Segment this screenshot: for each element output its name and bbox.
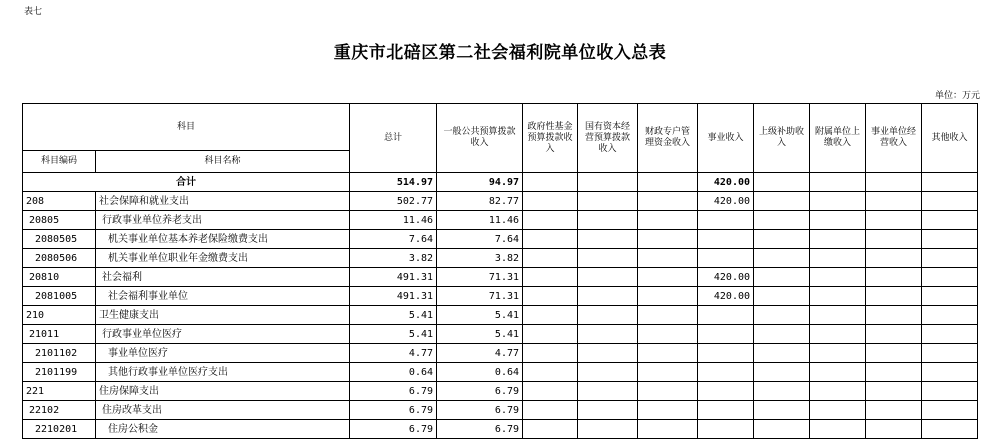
row-business-income: 420.00	[698, 268, 754, 287]
total-general-budget: 94.97	[437, 173, 523, 192]
row-total: 6.79	[350, 401, 437, 420]
row-general-budget: 5.41	[437, 325, 523, 344]
header-name: 科目名称	[96, 151, 350, 173]
row-code: 2080505	[23, 230, 96, 249]
table-row	[23, 192, 978, 211]
row-code: 208	[23, 192, 96, 211]
row-general-budget: 71.31	[437, 268, 523, 287]
row-general-budget: 6.79	[437, 401, 523, 420]
header-code: 科目编码	[23, 151, 96, 173]
row-code: 2101102	[23, 344, 96, 363]
row-general-budget: 6.79	[437, 420, 523, 439]
table-row	[23, 249, 978, 268]
row-code: 210	[23, 306, 96, 325]
header-upper-subsidy: 上级补助收入	[754, 104, 810, 173]
row-name: 住房公积金	[96, 420, 350, 439]
header-affiliated: 附属单位上缴收入	[810, 104, 866, 173]
row-general-budget: 5.41	[437, 306, 523, 325]
row-total: 4.77	[350, 344, 437, 363]
row-name: 机关事业单位基本养老保险缴费支出	[96, 230, 350, 249]
row-general-budget: 7.64	[437, 230, 523, 249]
row-total: 7.64	[350, 230, 437, 249]
income-table	[22, 103, 978, 439]
row-general-budget: 71.31	[437, 287, 523, 306]
row-code: 2101199	[23, 363, 96, 382]
row-code: 20805	[23, 211, 96, 230]
row-total: 11.46	[350, 211, 437, 230]
row-total: 502.77	[350, 192, 437, 211]
row-business-income: 420.00	[698, 192, 754, 211]
header-total: 总计	[350, 104, 437, 173]
row-code: 2081005	[23, 287, 96, 306]
table-row	[23, 382, 978, 401]
table-row	[23, 306, 978, 325]
header-business-income: 事业收入	[698, 104, 754, 173]
unit-label: 单位：万元	[934, 91, 980, 101]
row-total: 6.79	[350, 382, 437, 401]
total-label: 合计	[23, 173, 350, 192]
row-business-income	[698, 230, 754, 249]
row-general-budget: 82.77	[437, 192, 523, 211]
row-code: 2080506	[23, 249, 96, 268]
row-business-income	[698, 249, 754, 268]
row-general-budget: 6.79	[437, 382, 523, 401]
table-row	[23, 325, 978, 344]
page-title: 重庆市北碚区第二社会福利院单位收入总表	[333, 43, 667, 63]
document-tag: 表七	[24, 7, 43, 17]
row-business-income	[698, 401, 754, 420]
row-business-income: 420.00	[698, 287, 754, 306]
row-total: 0.64	[350, 363, 437, 382]
header-subject: 科目	[23, 104, 350, 151]
row-name: 机关事业单位职业年金缴费支出	[96, 249, 350, 268]
row-name: 行政事业单位养老支出	[96, 211, 350, 230]
table-row	[23, 401, 978, 420]
row-business-income	[698, 211, 754, 230]
table-row	[23, 211, 978, 230]
row-business-income	[698, 363, 754, 382]
row-name: 事业单位医疗	[96, 344, 350, 363]
row-name: 社会福利事业单位	[96, 287, 350, 306]
header-operating: 事业单位经营收入	[866, 104, 922, 173]
table-row	[23, 363, 978, 382]
row-general-budget: 4.77	[437, 344, 523, 363]
row-general-budget: 11.46	[437, 211, 523, 230]
table-row	[23, 230, 978, 249]
header-gov-fund: 政府性基金预算拨款收入	[523, 104, 578, 173]
row-code: 221	[23, 382, 96, 401]
row-name: 住房改革支出	[96, 401, 350, 420]
row-name: 社会福利	[96, 268, 350, 287]
row-general-budget: 0.64	[437, 363, 523, 382]
row-code: 20810	[23, 268, 96, 287]
row-name: 社会保障和就业支出	[96, 192, 350, 211]
header-other: 其他收入	[922, 104, 978, 173]
row-total: 3.82	[350, 249, 437, 268]
header-state-capital: 国有资本经营预算拨款收入	[578, 104, 638, 173]
row-total: 5.41	[350, 306, 437, 325]
table-row	[23, 420, 978, 439]
row-total: 5.41	[350, 325, 437, 344]
table-row	[23, 287, 978, 306]
row-total: 491.31	[350, 268, 437, 287]
row-code: 2210201	[23, 420, 96, 439]
total-row	[23, 173, 978, 192]
total-business-income: 420.00	[698, 173, 754, 192]
total-sum: 514.97	[350, 173, 437, 192]
row-code: 21011	[23, 325, 96, 344]
header-general-budget: 一般公共预算拨款收入	[437, 104, 523, 173]
row-business-income	[698, 382, 754, 401]
table-row	[23, 344, 978, 363]
row-code: 22102	[23, 401, 96, 420]
row-business-income	[698, 344, 754, 363]
row-total: 6.79	[350, 420, 437, 439]
row-name: 卫生健康支出	[96, 306, 350, 325]
row-name: 住房保障支出	[96, 382, 350, 401]
header-special-account: 财政专户管理资金收入	[638, 104, 698, 173]
row-name: 其他行政事业单位医疗支出	[96, 363, 350, 382]
row-business-income	[698, 420, 754, 439]
row-business-income	[698, 306, 754, 325]
table-row	[23, 268, 978, 287]
row-business-income	[698, 325, 754, 344]
row-total: 491.31	[350, 287, 437, 306]
row-name: 行政事业单位医疗	[96, 325, 350, 344]
row-general-budget: 3.82	[437, 249, 523, 268]
